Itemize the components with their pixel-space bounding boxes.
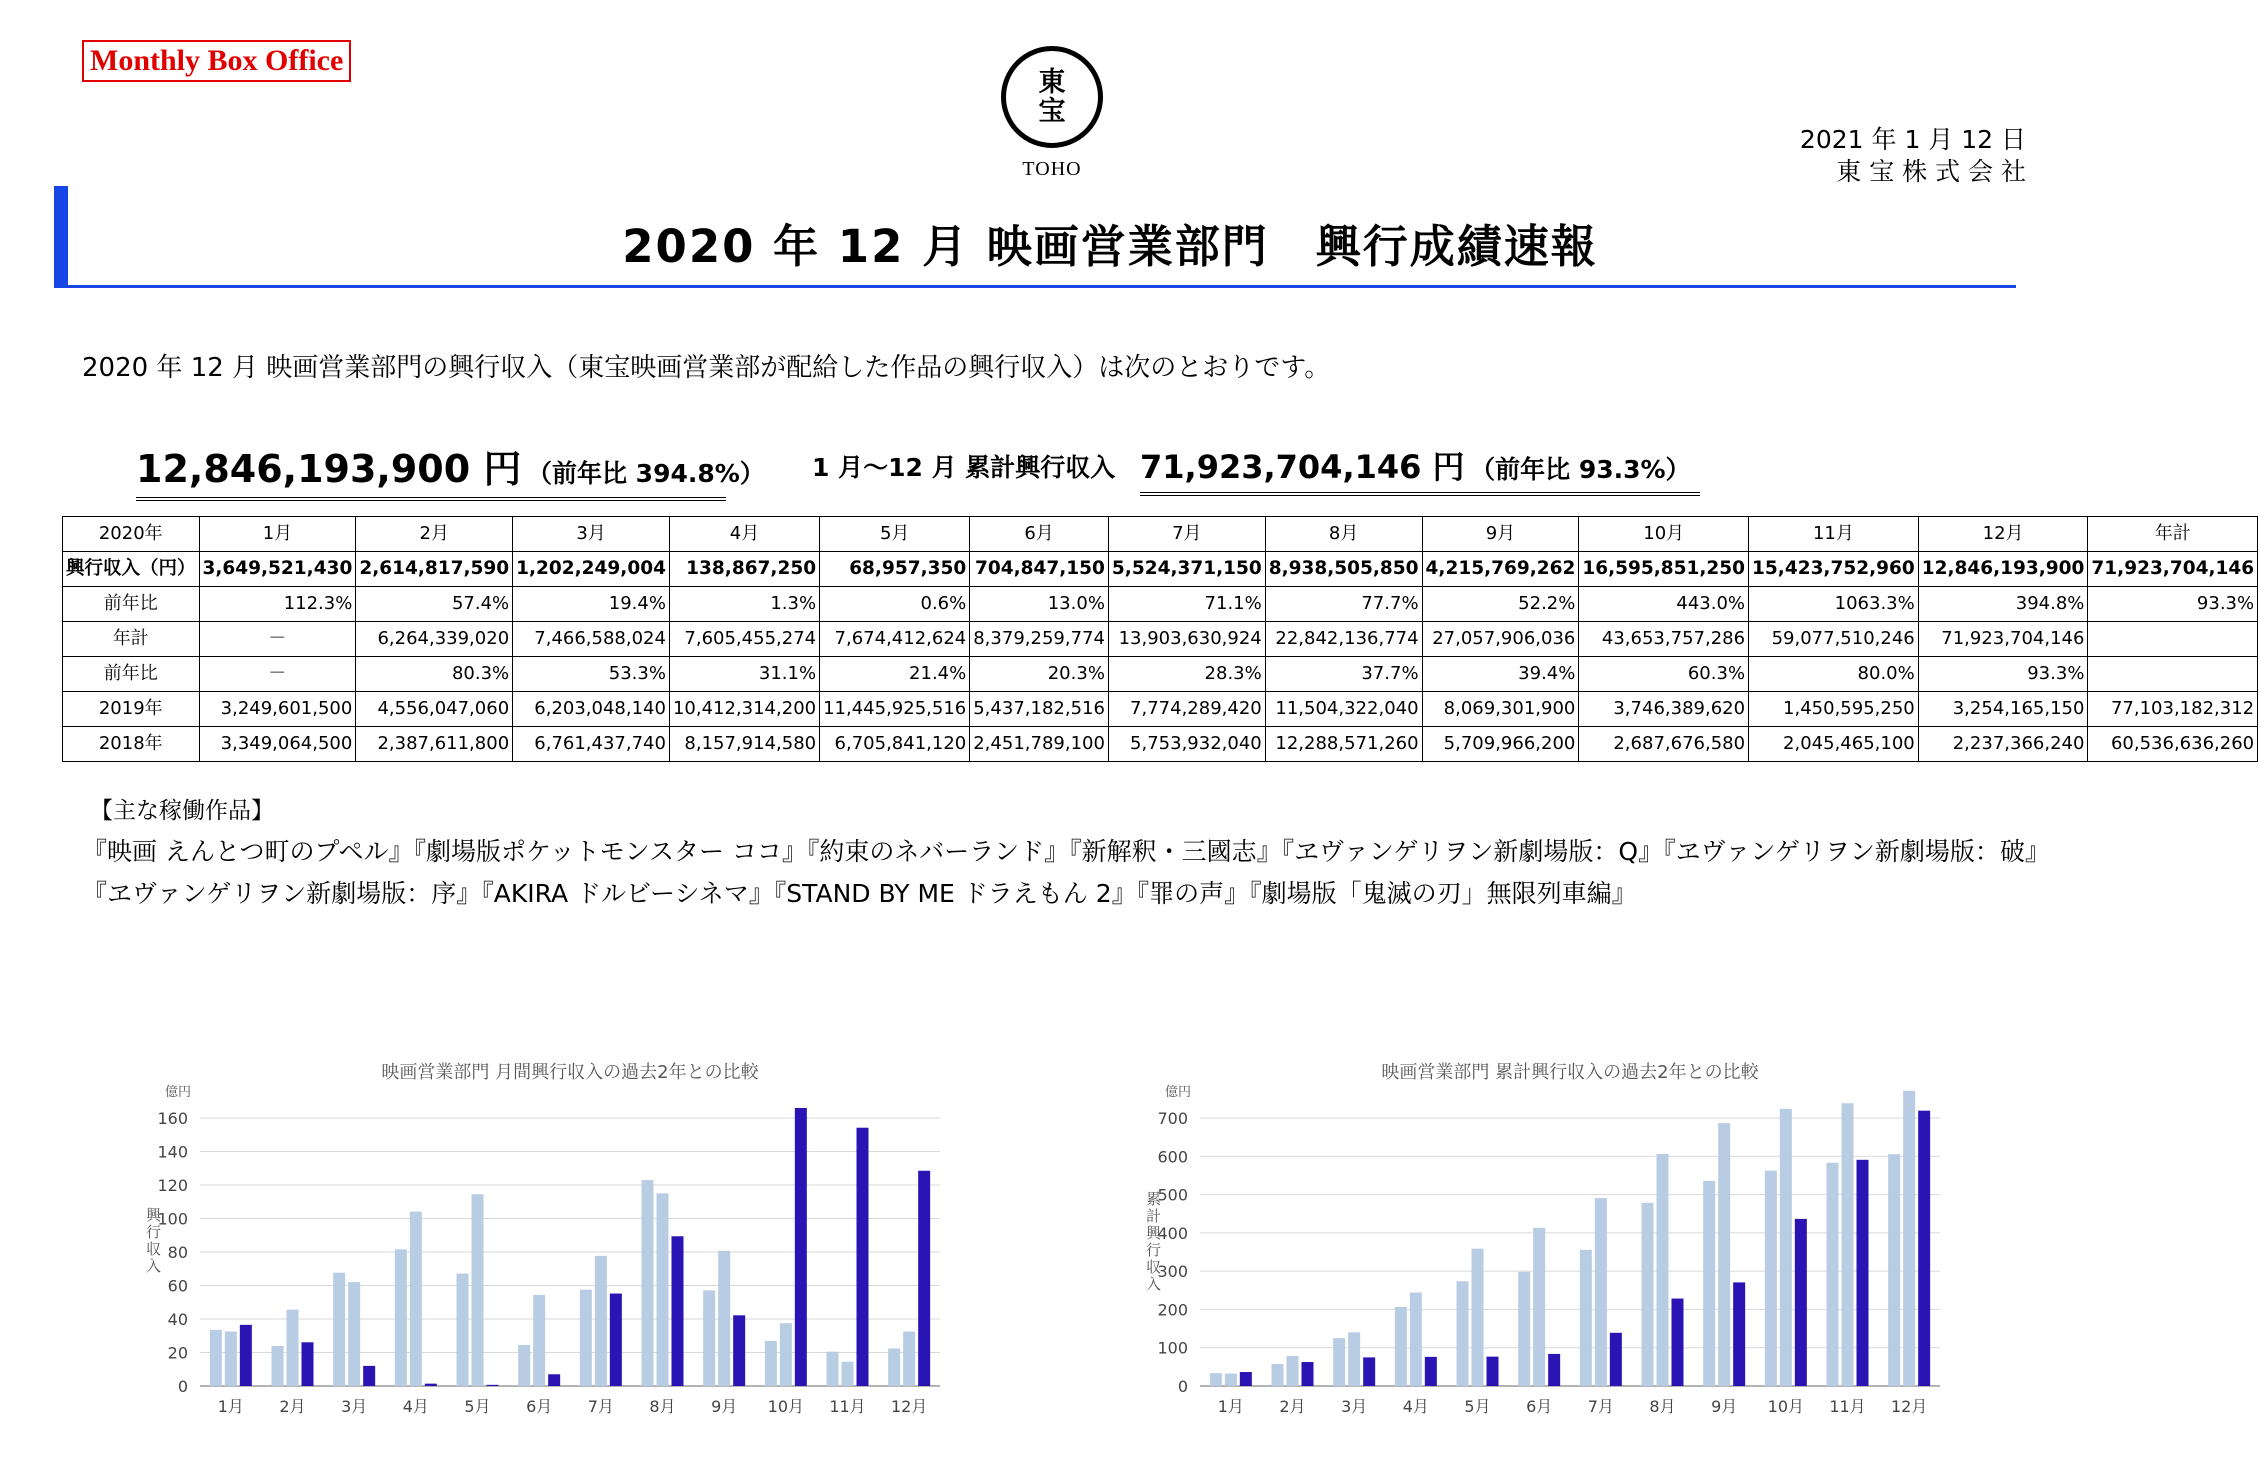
y-tick-label: 200 <box>1157 1300 1188 1320</box>
table-cell <box>2088 622 2258 657</box>
table-cell: 2,614,817,590 <box>356 552 513 587</box>
table-cell <box>2088 657 2258 692</box>
table-cell: 12,288,571,260 <box>1265 727 1422 762</box>
bar-series-2 <box>595 1256 607 1386</box>
box-office-table <box>62 516 2258 762</box>
bar-series-1 <box>333 1273 345 1386</box>
table-cell: 1,450,595,250 <box>1749 692 1919 727</box>
table-cell: 4,215,769,262 <box>1422 552 1579 587</box>
x-tick-label: 11月 <box>829 1397 866 1416</box>
x-tick-label: 10月 <box>767 1397 805 1416</box>
table-cell: 6,264,339,020 <box>356 622 513 657</box>
table-cell: 59,077,510,246 <box>1749 622 1919 657</box>
x-tick-label: 9月 <box>1711 1397 1738 1416</box>
table-header-col: 7月 <box>1108 517 1265 552</box>
table-cell: 7,605,455,274 <box>669 622 819 657</box>
bar-series-1 <box>457 1274 469 1386</box>
x-tick-label: 2月 <box>1279 1397 1306 1416</box>
y-tick-label: 160 <box>157 1109 188 1128</box>
table-cell: 3,254,165,150 <box>1918 692 2088 727</box>
x-tick-label: 4月 <box>402 1397 429 1416</box>
y-tick-label: 300 <box>1157 1262 1188 1282</box>
table-cell: 2,237,366,240 <box>1918 727 2088 762</box>
table-cell: 3,349,064,500 <box>199 727 356 762</box>
table-cell: 13.0% <box>970 587 1109 622</box>
table-cell: 5,524,371,150 <box>1108 552 1265 587</box>
bar-series-1 <box>703 1290 715 1386</box>
table-header-col: 6月 <box>970 517 1109 552</box>
table-cell: 443.0% <box>1579 587 1749 622</box>
y-tick-label: 0 <box>177 1377 188 1396</box>
bar-series-2 <box>1780 1109 1792 1386</box>
table-cell: 71,923,704,146 <box>1918 622 2088 657</box>
y-tick-label: 80 <box>167 1243 188 1262</box>
bar-series-1 <box>395 1249 407 1386</box>
bar-series-2 <box>842 1362 854 1386</box>
bar-series-3 <box>1363 1357 1375 1386</box>
table-cell: 6,705,841,120 <box>820 727 970 762</box>
bar-series-2 <box>1903 1091 1915 1386</box>
bar-series-1 <box>642 1180 654 1386</box>
table-cell: 77.7% <box>1265 587 1422 622</box>
table-cell: 31.1% <box>669 657 819 692</box>
table-cell: 57.4% <box>356 587 513 622</box>
table-cell: 71,923,704,146 <box>2088 552 2258 587</box>
x-tick-label: 6月 <box>1526 1397 1553 1416</box>
table-cell: 28.3% <box>1108 657 1265 692</box>
x-tick-label: 11月 <box>1829 1397 1866 1416</box>
table-header-col: 3月 <box>513 517 670 552</box>
table-header-col: 10月 <box>1579 517 1749 552</box>
bar-series-2 <box>1595 1198 1607 1386</box>
bar-series-2 <box>657 1193 669 1386</box>
table-row-label: 前年比 <box>63 657 200 692</box>
table-row-label: 興行収入（円） <box>63 552 200 587</box>
x-tick-label: 7月 <box>1587 1397 1614 1416</box>
table-cell: 43,653,757,286 <box>1579 622 1749 657</box>
cumulative-label: 1 月～12 月 累計興行収入 <box>812 453 1116 482</box>
table-row <box>63 657 2258 692</box>
y-axis-label: 累計興行収入 <box>1146 1190 1162 1293</box>
x-tick-label: 6月 <box>526 1397 553 1416</box>
bar-series-2 <box>1348 1332 1360 1386</box>
chart-title: 映画営業部門 月間興行収入の過去2年との比較 <box>381 1062 759 1083</box>
bar-series-2 <box>1533 1228 1545 1386</box>
bar-series-1 <box>580 1290 592 1386</box>
bar-series-2 <box>1718 1123 1730 1386</box>
bar-series-2 <box>1225 1374 1237 1386</box>
chart-unit: 億円 <box>1164 1085 1192 1100</box>
bar-series-2 <box>1472 1249 1484 1386</box>
table-cell: 52.2% <box>1422 587 1579 622</box>
bar-series-1 <box>1395 1307 1407 1386</box>
table-cell: 60,536,636,260 <box>2088 727 2258 762</box>
monthly-total-amount: 12,846,193,900 円 <box>136 447 522 491</box>
table-body <box>63 552 2258 762</box>
table-row-label: 2018年 <box>63 727 200 762</box>
table-header-col: 2月 <box>356 517 513 552</box>
bar-series-3 <box>1487 1357 1499 1386</box>
table-row <box>63 727 2258 762</box>
bar-series-3 <box>918 1171 930 1386</box>
table-cell: 19.4% <box>513 587 670 622</box>
bar-series-3 <box>857 1128 869 1386</box>
bar-series-1 <box>765 1341 777 1386</box>
y-tick-label: 700 <box>1157 1109 1188 1128</box>
cumulative-total-amount: 71,923,704,146 円 <box>1140 448 1465 486</box>
bar-series-3 <box>733 1315 745 1386</box>
table-cell: 5,753,932,040 <box>1108 727 1265 762</box>
table-row <box>63 622 2258 657</box>
table-row-label: 2019年 <box>63 692 200 727</box>
x-tick-label: 5月 <box>1464 1397 1491 1416</box>
table-cell: 6,761,437,740 <box>513 727 670 762</box>
monthly-revenue-chart <box>120 1050 960 1440</box>
table-header-col: 1月 <box>199 517 356 552</box>
table-cell: 13,903,630,924 <box>1108 622 1265 657</box>
table-header-row <box>63 517 2258 552</box>
y-tick-label: 40 <box>167 1310 188 1329</box>
table-cell: 21.4% <box>820 657 970 692</box>
bar-series-2 <box>1287 1356 1299 1386</box>
table-cell: － <box>199 657 356 692</box>
bar-series-3 <box>1548 1354 1560 1386</box>
table-cell: 11,445,925,516 <box>820 692 970 727</box>
issue-date: 2021 年 1 月 12 日 <box>1799 125 2026 154</box>
bar-series-3 <box>425 1384 437 1386</box>
page-title: 2020 年 12 月 映画営業部門 興行成績速報 <box>622 220 1598 273</box>
table-cell: 60.3% <box>1579 657 1749 692</box>
table-cell: 12,846,193,900 <box>1918 552 2088 587</box>
table-cell: 3,649,521,430 <box>199 552 356 587</box>
table-cell: 20.3% <box>970 657 1109 692</box>
bar-series-1 <box>827 1352 839 1386</box>
table-row <box>63 552 2258 587</box>
table-cell: 8,379,259,774 <box>970 622 1109 657</box>
bar-series-3 <box>672 1236 684 1386</box>
chart-unit: 億円 <box>164 1085 192 1100</box>
y-tick-label: 140 <box>157 1142 188 1162</box>
x-tick-label: 5月 <box>464 1397 491 1416</box>
y-axis-label: 興行収入 <box>146 1206 162 1275</box>
monthly-total-ratio: （前年比 394.8%） <box>526 459 765 488</box>
bar-series-1 <box>1827 1163 1839 1386</box>
table-row <box>63 692 2258 727</box>
bar-series-3 <box>610 1294 622 1386</box>
logo-char-1: 東 <box>1038 67 1066 98</box>
table-header-col: 年計 <box>2088 517 2258 552</box>
table-cell: 6,203,048,140 <box>513 692 670 727</box>
x-tick-label: 3月 <box>1341 1397 1368 1416</box>
toho-logo-emblem <box>1001 46 1103 148</box>
x-tick-label: 3月 <box>341 1397 368 1416</box>
issue-date-block <box>1800 124 2026 188</box>
x-tick-label: 7月 <box>587 1397 614 1416</box>
bar-series-3 <box>1240 1372 1252 1386</box>
monthly-total <box>136 438 765 501</box>
table-cell: 8,157,914,580 <box>669 727 819 762</box>
bar-series-1 <box>518 1345 530 1386</box>
bar-series-3 <box>1733 1282 1745 1386</box>
table-cell: 80.0% <box>1749 657 1919 692</box>
table-cell: 68,957,350 <box>820 552 970 587</box>
table-cell: 5,709,966,200 <box>1422 727 1579 762</box>
table-header-year: 2020年 <box>63 517 200 552</box>
table-cell: 1.3% <box>669 587 819 622</box>
table-cell: 7,774,289,420 <box>1108 692 1265 727</box>
bar-series-3 <box>1672 1299 1684 1386</box>
table-cell: 37.7% <box>1265 657 1422 692</box>
title-underline <box>54 285 2016 288</box>
works-heading: 【主な稼働作品】 <box>90 798 274 824</box>
table-header-col: 5月 <box>820 517 970 552</box>
logo-wordmark: TOHO <box>1022 158 1082 180</box>
table-cell: 16,595,851,250 <box>1579 552 1749 587</box>
table-cell: 8,938,505,850 <box>1265 552 1422 587</box>
table-cell: 2,451,789,100 <box>970 727 1109 762</box>
bar-series-3 <box>487 1385 499 1386</box>
table-cell: 394.8% <box>1918 587 2088 622</box>
table-cell: 2,045,465,100 <box>1749 727 1919 762</box>
table-header-col: 4月 <box>669 517 819 552</box>
table-cell: 77,103,182,312 <box>2088 692 2258 727</box>
y-tick-label: 100 <box>157 1209 188 1229</box>
y-tick-label: 0 <box>1177 1377 1188 1396</box>
bar-series-3 <box>1610 1333 1622 1386</box>
table-cell: 7,466,588,024 <box>513 622 670 657</box>
table-cell: 80.3% <box>356 657 513 692</box>
table-row-label: 前年比 <box>63 587 200 622</box>
cumulative-revenue-chart <box>1120 1050 1960 1440</box>
toho-logo <box>1000 46 1104 181</box>
y-tick-label: 100 <box>1157 1338 1188 1358</box>
table-cell: 22,842,136,774 <box>1265 622 1422 657</box>
table-cell: 11,504,322,040 <box>1265 692 1422 727</box>
works-list-line-1: 『映画 えんとつ町のプペル』『劇場版ポケットモンスター ココ』『約束のネバーランド』『新解釈・三國志』『ヱヴァンゲリヲン新劇場版：Q』『ヱヴァンゲリヲン新劇場版：破』 <box>82 837 2050 866</box>
works-list-line-2: 『ヱヴァンゲリヲン新劇場版：序』『AKIRA ドルビーシネマ』『STAND BY ME ドラえもん 2』『罪の声』『劇場版「鬼滅の刃」無限列車編』 <box>82 879 1637 908</box>
bar-series-2 <box>348 1282 360 1386</box>
bar-series-2 <box>410 1212 422 1386</box>
bar-series-3 <box>1857 1160 1869 1386</box>
x-tick-label: 4月 <box>1402 1397 1429 1416</box>
bar-series-1 <box>210 1330 222 1386</box>
bar-series-2 <box>533 1295 545 1386</box>
x-tick-label: 8月 <box>649 1397 676 1416</box>
x-tick-label: 12月 <box>890 1397 928 1416</box>
x-tick-label: 9月 <box>711 1397 738 1416</box>
bar-series-2 <box>1410 1293 1422 1386</box>
monthly-box-office-tag: Monthly Box Office <box>82 40 351 82</box>
bar-series-1 <box>1272 1364 1284 1386</box>
bar-series-2 <box>472 1194 484 1386</box>
table-header-col: 11月 <box>1749 517 1919 552</box>
table-cell: 15,423,752,960 <box>1749 552 1919 587</box>
bar-series-1 <box>1765 1171 1777 1386</box>
bar-series-3 <box>795 1108 807 1386</box>
bar-series-3 <box>1302 1362 1314 1386</box>
x-tick-label: 2月 <box>279 1397 306 1416</box>
table-cell: － <box>199 622 356 657</box>
table-cell: 71.1% <box>1108 587 1265 622</box>
table-cell: 1063.3% <box>1749 587 1919 622</box>
table-cell: 112.3% <box>199 587 356 622</box>
bar-series-1 <box>1580 1250 1592 1386</box>
table-cell: 0.6% <box>820 587 970 622</box>
table-row-label: 年計 <box>63 622 200 657</box>
table-cell: 53.3% <box>513 657 670 692</box>
table-cell: 39.4% <box>1422 657 1579 692</box>
bar-series-3 <box>302 1342 314 1386</box>
bar-series-2 <box>903 1332 915 1386</box>
bar-series-3 <box>240 1325 252 1386</box>
table-cell: 3,249,601,500 <box>199 692 356 727</box>
table-cell: 7,674,412,624 <box>820 622 970 657</box>
cumulative-total-ratio: （前年比 93.3%） <box>1470 455 1691 484</box>
table-cell: 2,387,611,800 <box>356 727 513 762</box>
bar-series-1 <box>1333 1338 1345 1386</box>
bar-series-1 <box>1457 1281 1469 1386</box>
bar-series-2 <box>225 1332 237 1386</box>
table-header-col: 12月 <box>1918 517 2088 552</box>
table-cell: 10,412,314,200 <box>669 692 819 727</box>
table-cell: 93.3% <box>2088 587 2258 622</box>
bar-series-2 <box>1657 1154 1669 1386</box>
chart-title: 映画営業部門 累計興行収入の過去2年との比較 <box>1381 1062 1759 1083</box>
table-cell: 3,746,389,620 <box>1579 692 1749 727</box>
bar-series-2 <box>718 1251 730 1386</box>
intro-text: 2020 年 12 月 映画営業部門の興行収入（東宝映画営業部が配給した作品の興行収入）は次のとおりです。 <box>82 353 1331 383</box>
y-tick-label: 120 <box>157 1176 188 1195</box>
table-cell: 5,437,182,516 <box>970 692 1109 727</box>
table-cell: 1,202,249,004 <box>513 552 670 587</box>
table-cell: 8,069,301,900 <box>1422 692 1579 727</box>
bar-series-1 <box>1888 1154 1900 1386</box>
x-tick-label: 1月 <box>1217 1397 1244 1416</box>
x-tick-label: 8月 <box>1649 1397 1676 1416</box>
table-row <box>63 587 2258 622</box>
logo-char-2: 宝 <box>1038 96 1066 127</box>
title-accent-bar <box>54 186 68 288</box>
bar-series-2 <box>287 1310 299 1386</box>
table-cell: 704,847,150 <box>970 552 1109 587</box>
bar-series-1 <box>888 1348 900 1386</box>
bar-series-3 <box>1918 1111 1930 1386</box>
table-cell: 2,687,676,580 <box>1579 727 1749 762</box>
bar-series-1 <box>1210 1373 1222 1386</box>
table-cell: 93.3% <box>1918 657 2088 692</box>
x-tick-label: 12月 <box>1890 1397 1928 1416</box>
table-cell: 138,867,250 <box>669 552 819 587</box>
table-cell: 4,556,047,060 <box>356 692 513 727</box>
table-header-col: 9月 <box>1422 517 1579 552</box>
company-name: 東 宝 株 式 会 社 <box>1836 157 2026 186</box>
bar-series-1 <box>1642 1203 1654 1386</box>
y-tick-label: 500 <box>1157 1185 1188 1205</box>
x-tick-label: 1月 <box>217 1397 244 1416</box>
bar-series-2 <box>780 1323 792 1386</box>
y-tick-label: 600 <box>1157 1147 1188 1167</box>
bar-series-1 <box>1518 1272 1530 1386</box>
bar-series-1 <box>1703 1181 1715 1386</box>
table-header-col: 8月 <box>1265 517 1422 552</box>
bar-series-3 <box>1425 1357 1437 1386</box>
bar-series-1 <box>272 1346 284 1386</box>
bar-series-3 <box>1795 1219 1807 1386</box>
bar-series-3 <box>548 1374 560 1386</box>
y-tick-label: 400 <box>1157 1223 1188 1243</box>
cumulative-total <box>1140 442 1700 496</box>
y-tick-label: 20 <box>167 1343 188 1363</box>
bar-series-2 <box>1842 1103 1854 1386</box>
y-tick-label: 60 <box>167 1276 188 1296</box>
x-tick-label: 10月 <box>1767 1397 1805 1416</box>
bar-series-3 <box>363 1366 375 1386</box>
table-cell: 27,057,906,036 <box>1422 622 1579 657</box>
